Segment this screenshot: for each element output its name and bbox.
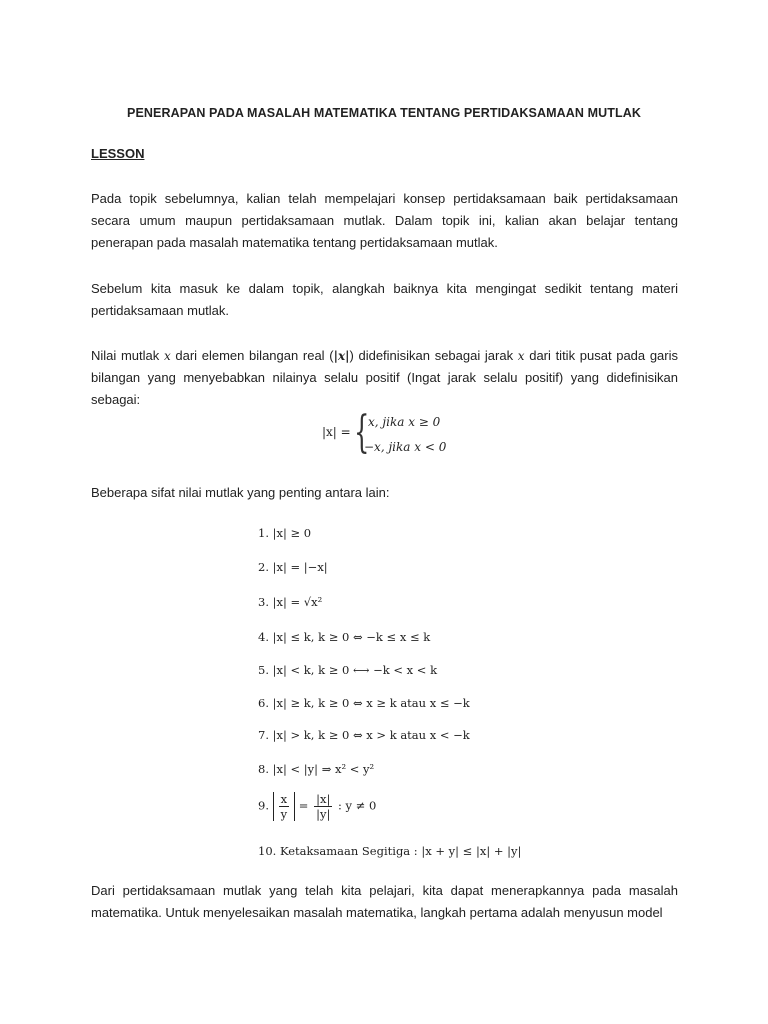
property-item-fraction (258, 792, 376, 821)
text-segment: dari titik pusat pada garis bilangan yang menyebabkan nilainya selalu positif (Ingat jarak selalu positif) yang didefinisikan sebagai: (91, 348, 678, 407)
property-item: 5. |x| < k, k ≥ 0 ⟷ −k < x < k (258, 663, 438, 677)
page-title: PENERAPAN PADA MASALAH MATEMATIKA TENTANG PERTIDAKSAMAAN MUTLAK (127, 106, 641, 120)
text-segment: Nilai mutlak (91, 348, 164, 363)
property-number: 9. (258, 798, 269, 813)
math-variable: x (517, 349, 525, 363)
definition-case-1: x, jika x ≥ 0 (368, 415, 441, 429)
math-variable: x (163, 349, 171, 363)
denominator: |y| (316, 807, 331, 821)
paragraph-intro: Pada topik sebelumnya, kalian telah mempelajari konsep pertidaksamaan baik pertidaksamaan secara umum maupun pertidaksamaan mutlak. Dalam topik ini, kalian akan belajar tentang penerapan pada masalah matematika tentang pertidaksamaan mutlak. (91, 191, 678, 250)
property-item: 4. |x| ≤ k, k ≥ 0 ⇔ −k ≤ x ≤ k (258, 630, 431, 644)
fraction (314, 792, 332, 821)
absolute-value-definition (318, 407, 458, 459)
definition-lhs: |x| = (322, 425, 351, 439)
property-item: 7. |x| > k, k ≥ 0 ⇔ x > k atau x < −k (258, 728, 470, 742)
abs-fraction (273, 792, 296, 821)
fraction (279, 792, 290, 821)
text-segment: ) didefinisikan sebagai jarak (349, 348, 518, 363)
paragraph-properties-intro: Beberapa sifat nilai mutlak yang penting antara lain: (91, 485, 390, 500)
text-segment: dari elemen bilangan real ( (170, 348, 334, 363)
property-item: 3. |x| = √x² (258, 595, 323, 609)
property-item: 6. |x| ≥ k, k ≥ 0 ⇔ x ≥ k atau x ≤ −k (258, 696, 470, 710)
numerator: |x| (316, 792, 331, 806)
math-abs: |x| (333, 349, 350, 363)
property-item: 1. |x| ≥ 0 (258, 526, 312, 540)
brace-symbol: { (354, 407, 370, 458)
denominator: y (280, 807, 288, 821)
property-item: 10. Ketaksamaan Segitiga : |x + y| ≤ |x| + |y| (258, 844, 522, 858)
property-item: 8. |x| < |y| ⇒ x² < y² (258, 762, 375, 776)
lesson-heading: LESSON (91, 146, 145, 161)
definition-case-2: −x, jika x < 0 (364, 440, 447, 454)
numerator: x (280, 792, 288, 806)
property-item: 2. |x| = |−x| (258, 560, 328, 574)
condition: : y ≠ 0 (338, 798, 377, 813)
paragraph-reminder: Sebelum kita masuk ke dalam topik, alangkah baiknya kita mengingat sedikit tentang materi pertidaksamaan mutlak. (91, 281, 678, 318)
equals-sign: = (298, 798, 309, 813)
paragraph-application: Dari pertidaksamaan mutlak yang telah kita pelajari, kita dapat menerapkannya pada masalah matematika. Untuk menyelesaikan masalah matematika, langkah pertama adalah menyusun model (91, 883, 678, 920)
paragraph-definition (91, 345, 678, 411)
